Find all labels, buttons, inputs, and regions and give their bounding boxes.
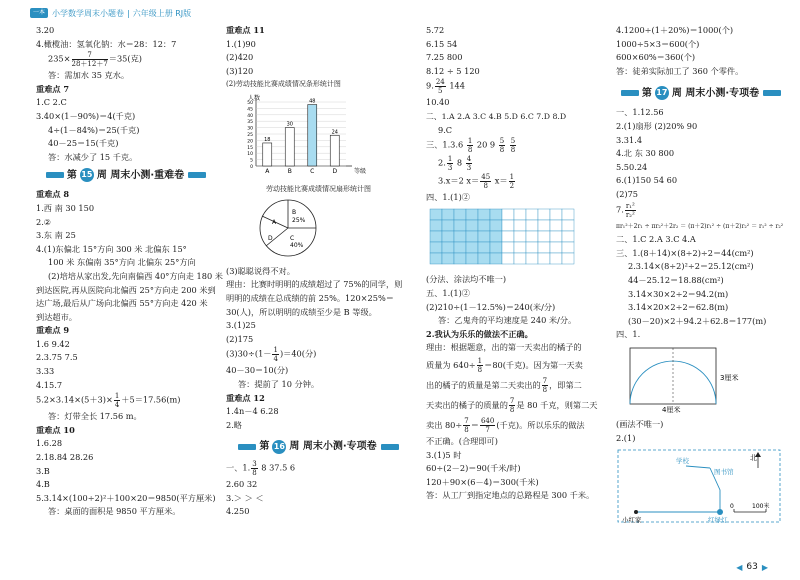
dim-right-label: 3厘米 [720,373,739,382]
section-heading: 重难点 8 [36,189,70,200]
grid-cell [442,209,454,220]
grid-cell [454,242,466,253]
home-label: 小红家 [622,515,642,524]
grid-cell [562,231,574,242]
y-axis-label: 人数 [248,94,261,102]
grid-cell [430,231,442,242]
shaded-grid-figure [426,205,604,269]
grid-cell [478,220,490,231]
grid-cell [454,220,466,231]
grid-cell [550,242,562,253]
grid-cell [562,253,574,264]
pie-chart [226,196,406,260]
grid-cell [538,220,550,231]
bar-value-label: 30 [286,121,293,128]
week-16-title: 第 16 周 周末小测·专项卷 [226,440,411,454]
y-tick-label: 10 [247,152,253,158]
school-label: 学校 [676,456,689,465]
grid-cell [502,242,514,253]
grid-cell [478,253,490,264]
grid-cell [550,231,562,242]
grid-cell [454,209,466,220]
grid-cell [454,253,466,264]
grid-cell [526,231,538,242]
grid-cell [562,209,574,220]
traffic-light-label: 红绿灯 [708,515,728,524]
section-heading: 重难点 7 [36,83,70,94]
grid-cell [430,209,442,220]
grid-cell [490,253,502,264]
grid-cell [442,220,454,231]
grid-cell [562,242,574,253]
book-title: 小学数学周末小题卷 [52,8,124,18]
x-tick-label: A [265,167,270,175]
column-3: 5.72 6.15 54 7.25 800 8.12 ÷ 5 120 9. $\frac{24}{5}$ 144 10.40 二、1.A 2.A 3.C 4.B 5.D 6.C 7.D 8.D 9.C 三、1.3.6 $\frac{1}{8}$ 20 9 $\frac{5}{8}$ $\frac{5}{8}$ 2. $\frac{1}{3}$ 8 $\frac{4}{3}$ 3.x＝2 x＝ $\frac{45}{8}$ x＝ $\frac{1}{2}$ 四、1.(1)② (分法、涂法均不唯一) 五、1.(1)② (2)210÷(1－12.5%)＝240(米/分) 答：乙鬼舟的平均速度是 240 米/分。 2.我认为乐乐的做法不正确。 理由：根据题意，出的第一天卖出的橘子的 质量为 640÷ $\frac{1}{8}$ ＝80(千克)。因为第一天卖 出的橘子的质量是第二天卖出的 $\frac{7}{8}$ ，即第二 天卖出的橘子的质量的 $\frac{7}{8}$ 是 80 千克，则第二天 卖出 80÷ $\frac{7}{8}$ ＝ $\frac{640}{7}$ (千克)。所以乐乐的做法 不正确。(合理即可) 3.(1)5 时 60÷(2－2)＝90(千米/时) 120＋90×(6－4)＝300(千米) 答：从工厂到指定地点的总路程是 300 千米。 [426,24,604,503]
grid-cell [514,231,526,242]
y-tick-label: 20 [247,139,253,145]
column-1: 3.20 4.橄榄油：氢氧化钠：水＝28：12：7 235× $\frac{7}{28+12+7}$ ＝35(克) 答：需加水 35 克水。 重难点 7 1.C 2.C 3.40×(1－90%)＝4(千克) 4÷(1－84%)＝25(千克) 40－25＝15(千克) 答：水减少了 15 千克。 第 15 周 周末小测·重难卷 重难点 8 1.西 南 30 150 2.② 3.东 南 25 4.(1)东偏北 15°方向 300 米 北偏东 15° 100 米 东偏南 35°方向 北偏东 25°方向 (2)培培从家出发,先向南偏西 40°方向走 180 米 到达医院,再从医院向北偏西 25°方向走 200 米到 达广场,最后从广场向北偏西 55°方向走 420 米 到达超市。 重难点 9 1.6 9.42 2.3.75 7.5 3.33 4.15.7 5.2×3.14×(5＋3)× $\frac{1}{4}$ ＋5＝17.56(m) 答：灯带全长 17.56 m。 重难点 10 1.6.28 2.18.84 28.26 3.B 4.B 5.3.14×(100÷2)²＋100×20＝9850(平方厘米) 答：桌面的面积是 9850 平方厘米。 [36,25,223,517]
dim-bottom-label: 4厘米 [662,405,681,414]
week-17-title: 第 17 周 周末小测·专项卷 [616,86,786,100]
grid-cell [466,220,478,231]
grid-cell [526,242,538,253]
grid-cell [526,253,538,264]
grid-cell [538,209,550,220]
section-heading: 重难点 12 [226,392,265,403]
grid-cell [514,253,526,264]
column-4: 4.1200÷(1＋20%)＝1000(个) 1000÷5×3＝600(个) 600×60%＝360(个) 答：徒弟实际加工了 360 个零件。 第 17 周 周末小测·专项卷 一、1.12.56 2.(1)扇形 (2)20% 90 3.31.4 4.北 东 30 800 5.50.24 6.(1)150 54 60 (2)75 7. $\frac{\text{r₁²}}{\text{r₂²}}$ πr₁²＋2r₁ ÷ πr₂²＋2r₂ ＝ (π＋2)r₁² ÷ (π＋2)r₂² ＝ r₁² ÷ r₂² 二、1.C 2.A 3.C 4.A 三、1.(8＋14)×(8÷2)÷2＝44(cm²) 2.3.14×(8÷2)²÷2＝25.12(cm²) 44－25.12＝18.88(cm²) 3.14×30×2÷2＝94.2(m) 3.14×20×2÷2＝62.8(m) (30－20)×2＋94.2＋62.8＝177(m) 四、1. 3厘米 4厘米 (画法不唯一) 2.(1) 北 学校 图书馆 小红家 红绿灯 0 100米 [616,24,786,530]
grid-cell [538,253,550,264]
grid-cell [514,242,526,253]
x-axis-label: 等级 [354,167,367,175]
grid-cell [442,231,454,242]
grid-cell [478,209,490,220]
page-header: 一本 小学数学周末小题卷 | 六年级上册 RJ版 [30,6,191,20]
page-number: ◀ 63 ▶ [736,562,768,572]
grid-cell [454,231,466,242]
grid-cell [478,242,490,253]
y-tick-label: 5 [250,158,253,164]
north-label: 北 [750,453,757,462]
pie-chart-title: 劳动技能比赛成绩情况扇形统计图 [266,184,371,193]
bar-value-label: 18 [264,136,271,143]
pie-label-a: A [272,219,277,227]
y-tick-label: 35 [247,120,253,126]
grid-cell [466,231,478,242]
y-tick-label: 50 [247,100,253,106]
grid-cell [490,209,502,220]
next-arrow-icon: ▶ [761,562,768,572]
x-tick-label: B [287,167,292,175]
grid-cell [550,220,562,231]
grid-cell [502,231,514,242]
grid-cell [442,253,454,264]
grid-cell [490,231,502,242]
pie-label-c: C [290,235,295,243]
grid-cell [562,220,574,231]
bar-value-label: 48 [309,98,316,105]
grid-cell [466,242,478,253]
y-tick-label: 30 [247,126,253,132]
section-heading: 重难点 10 [36,424,75,435]
grid-cell [490,242,502,253]
grid-cell [442,242,454,253]
brand-logo: 一本 [30,8,48,18]
scale-label: 100米 [752,502,770,510]
pie-pct-b: 25% [292,217,306,225]
y-tick-label: 25 [247,132,253,138]
pie-label-b: B [292,209,297,217]
bar-value-label: 24 [331,129,338,136]
bar [285,128,294,166]
grid-cell [502,209,514,220]
section-heading: 重难点 9 [36,325,70,336]
grid-cell [538,242,550,253]
bar-chart [226,92,406,178]
section-heading: 重难点 11 [226,25,265,35]
week-15-title: 第 15 周 周末小测·重难卷 [36,168,216,182]
grid-cell [478,231,490,242]
scale-zero: 0 [730,502,734,510]
y-tick-label: 0 [250,164,253,170]
grid-cell [538,231,550,242]
route-map-figure [616,446,786,526]
y-tick-label: 40 [247,113,253,119]
bar [308,105,317,166]
grid-cell [430,242,442,253]
column-2: 重难点 11 1.(1)90 (2)420 (3)120 (2)劳动技能比赛成绩情况条形统计图 人数 0 5 10 15 20 25 30 35 40 45 50 18 A 30 B 48 C 24 D 等级 劳动技能比赛成绩情况扇形统计图 A B 25% C 40% D (3)聪聪说得不对。 理由：比赛时明明的成绩超过了 75%的同学，则 明明的成绩在总成绩的前 25%。120×25%＝ 30(人)，所以明明的成绩至少是 B 等级。 3.(1)25 (2)175 (3)30÷(1－ $\frac{1}{4}$ )＝40(分) 40－30＝10(分) 答：提前了 10 分钟。 重难点 12 1.4n－4 6.28 2.略 第 16 周 周末小测·专项卷 一、1. $\frac{3}{8}$ 8 37.5 6 2.60 32 3.＞ ＞ ＜ 4.250 [226,24,411,519]
grid-cell [514,209,526,220]
grid-cell [514,220,526,231]
y-tick-label: 15 [247,145,253,151]
grid-cell [466,253,478,264]
bar [263,143,272,166]
semicircle-figure [616,342,786,414]
x-tick-label: D [332,167,338,175]
pie-label-d: D [268,235,273,243]
grid-cell [502,253,514,264]
pie-pct-c: 40% [290,242,304,250]
grade-label: 六年级上册 RJ版 [132,8,192,18]
bar [330,135,339,166]
prev-arrow-icon: ◀ [736,562,743,572]
grid-cell [550,253,562,264]
grid-cell [466,209,478,220]
grid-cell [490,220,502,231]
x-tick-label: C [310,167,315,175]
grid-cell [526,209,538,220]
grid-cell [526,220,538,231]
grid-cell [502,220,514,231]
grid-cell [430,220,442,231]
y-tick-label: 45 [247,107,253,113]
grid-cell [430,253,442,264]
grid-cell [550,209,562,220]
library-label: 图书馆 [714,467,734,476]
